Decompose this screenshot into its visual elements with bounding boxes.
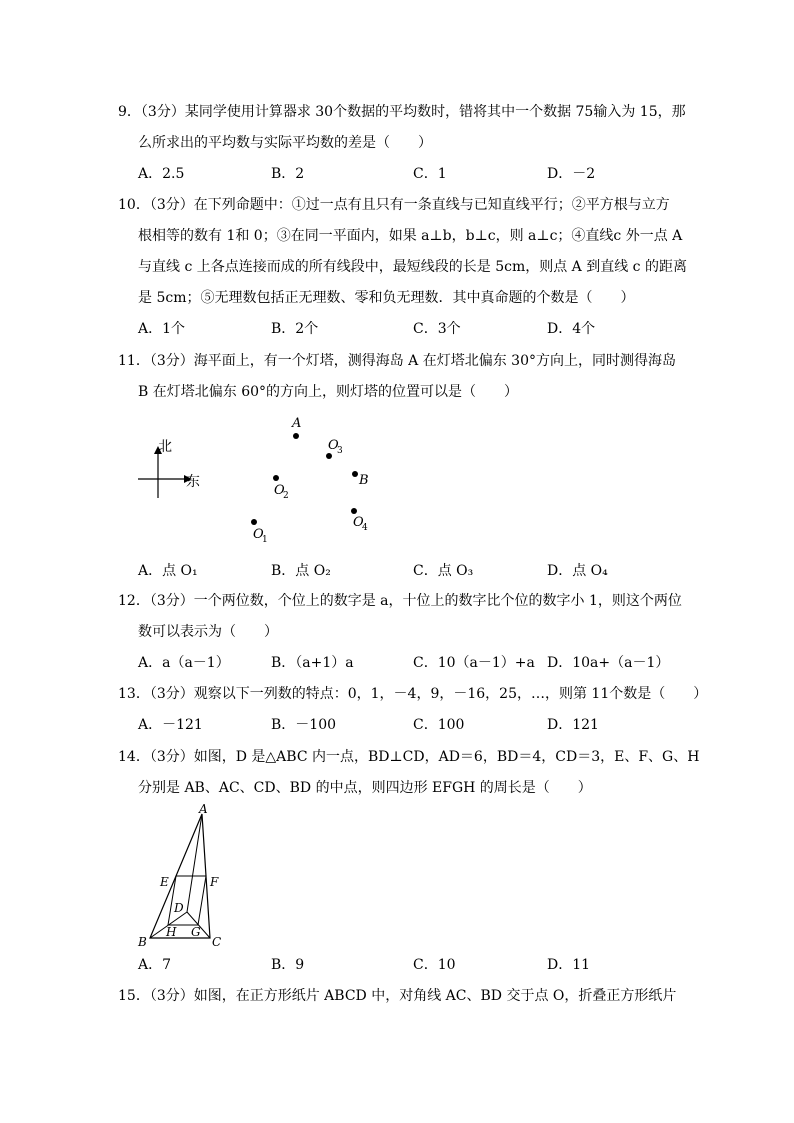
q12-option-a[interactable]: A．a（a－1） (138, 655, 230, 671)
point-o4-label: O (353, 515, 364, 530)
q14-options (0, 955, 794, 975)
q10-option-c[interactable]: C．3个 (413, 321, 461, 337)
q9-options (0, 164, 794, 184)
q10-text-line-2: 根相等的数有 1和 0；③在同一平面内，如果 a⊥b，b⊥c，则 a⊥c；④直线c 外一点 A (138, 228, 683, 244)
q13-option-c[interactable]: C．100 (413, 717, 465, 733)
point-o4 (351, 508, 357, 514)
q13-option-a[interactable]: A．－121 (138, 717, 203, 733)
q9-option-c[interactable]: C．1 (413, 166, 447, 182)
vertex-a-label: A (199, 802, 208, 816)
point-o1-label: O (253, 527, 264, 542)
q11-text-line-1: 11．（3分）海平面上，有一个灯塔，测得海岛 A 在灯塔北偏东 30°方向上，同时测得海岛 (118, 353, 676, 369)
vertex-b-label: B (138, 935, 147, 949)
point-a (293, 433, 299, 439)
vertex-g-label: G (191, 925, 201, 939)
vertex-d-label: D (174, 901, 184, 915)
point-o2-subscript: 2 (283, 491, 289, 501)
q14-option-b[interactable]: B．9 (271, 957, 305, 973)
segment-ad (187, 814, 202, 912)
point-a-label: A (292, 416, 302, 431)
point-o3-subscript: 3 (337, 446, 343, 456)
q14-option-a[interactable]: A．7 (138, 957, 172, 973)
point-b (352, 471, 358, 477)
q9-text-line-1: 9．（3分）某同学使用计算器求 30个数据的平均数时，错将其中一个数据 75输入为 15，那 (118, 104, 686, 120)
q13-options (0, 715, 794, 735)
q14-figure (130, 800, 240, 952)
q12-option-c[interactable]: C．10（a－1）+a (413, 655, 535, 671)
q10-option-d[interactable]: D．4个 (547, 321, 596, 337)
q13-option-d[interactable]: D．121 (547, 717, 599, 733)
q11-figure (130, 410, 390, 550)
q11-options (0, 561, 794, 581)
q9-option-a[interactable]: A．2.5 (138, 166, 185, 182)
q11-text-line-2: B 在灯塔北偏东 60°的方向上，则灯塔的位置可以是（ ） (138, 384, 519, 400)
point-o2 (273, 475, 279, 481)
q13-text-line-1: 13．（3分）观察以下一列数的特点：0，1，－4，9，－16，25，…，则第 11个数是（ ） (118, 686, 708, 702)
point-o4-subscript: 4 (362, 523, 368, 533)
q12-text-line-1: 12．（3分）一个两位数，个位上的数字是 a，十位上的数字比个位的数字小 1，则这个两位 (118, 593, 682, 609)
q10-options (0, 319, 794, 339)
vertex-h-label: H (166, 925, 177, 939)
q12-option-b[interactable]: B．（a+1）a (271, 655, 354, 671)
q14-text-line-1: 14．（3分）如图，D 是△ABC 内一点，BD⊥CD，AD＝6，BD＝4，CD＝3，E、F、G、H (118, 749, 700, 765)
q11-option-a[interactable]: A．点 O₁ (138, 563, 198, 579)
q10-text-line-4: 是 5cm；⑤无理数包括正无理数、零和负无理数．其中真命题的个数是（ ） (138, 290, 635, 306)
q10-text-line-1: 10．（3分）在下列命题中：①过一点有且只有一条直线与已知直线平行；②平方根与立方 (118, 197, 670, 213)
point-b-label: B (359, 473, 369, 488)
q11-option-b[interactable]: B．点 O₂ (271, 563, 331, 579)
q15-text-line-1: 15．（3分）如图，在正方形纸片 ABCD 中，对角线 AC、BD 交于点 O，折叠正方形纸片 (118, 988, 677, 1004)
q10-option-b[interactable]: B．2个 (271, 321, 319, 337)
vertex-f-label: F (210, 875, 219, 889)
vertex-e-label: E (160, 875, 169, 889)
q10-option-a[interactable]: A．1个 (138, 321, 186, 337)
q9-option-d[interactable]: D．－2 (547, 166, 596, 182)
q10-text-line-3: 与直线 c 上各点连接而成的所有线段中，最短线段的长是 5cm，则点 A 到直线 c 的距离 (138, 259, 687, 275)
compass-east-label: 东 (186, 474, 200, 490)
q13-option-b[interactable]: B．－100 (271, 717, 337, 733)
q12-text-line-2: 数可以表示为（ ） (138, 624, 278, 640)
q14-option-c[interactable]: C．10 (413, 957, 456, 973)
point-o1 (251, 519, 257, 525)
vertex-c-label: C (212, 935, 222, 949)
q11-option-c[interactable]: C．点 O₃ (413, 563, 474, 579)
q9-text-line-2: 么所求出的平均数与实际平均数的差是（ ） (138, 135, 432, 151)
q12-options (0, 653, 794, 673)
q9-option-b[interactable]: B．2 (271, 166, 305, 182)
compass-north-label: 北 (158, 439, 172, 455)
q14-text-line-2: 分别是 AB、AC、CD、BD 的中点，则四边形 EFGH 的周长是（ ） (138, 780, 592, 796)
q14-option-d[interactable]: D．11 (547, 957, 591, 973)
q11-option-d[interactable]: D．点 O₄ (547, 563, 608, 579)
q12-option-d[interactable]: D．10a+（a－1） (547, 655, 670, 671)
point-o2-label: O (274, 483, 285, 498)
point-o1-subscript: 1 (262, 535, 268, 545)
point-o3-label: O (328, 438, 339, 453)
point-o3 (326, 453, 332, 459)
